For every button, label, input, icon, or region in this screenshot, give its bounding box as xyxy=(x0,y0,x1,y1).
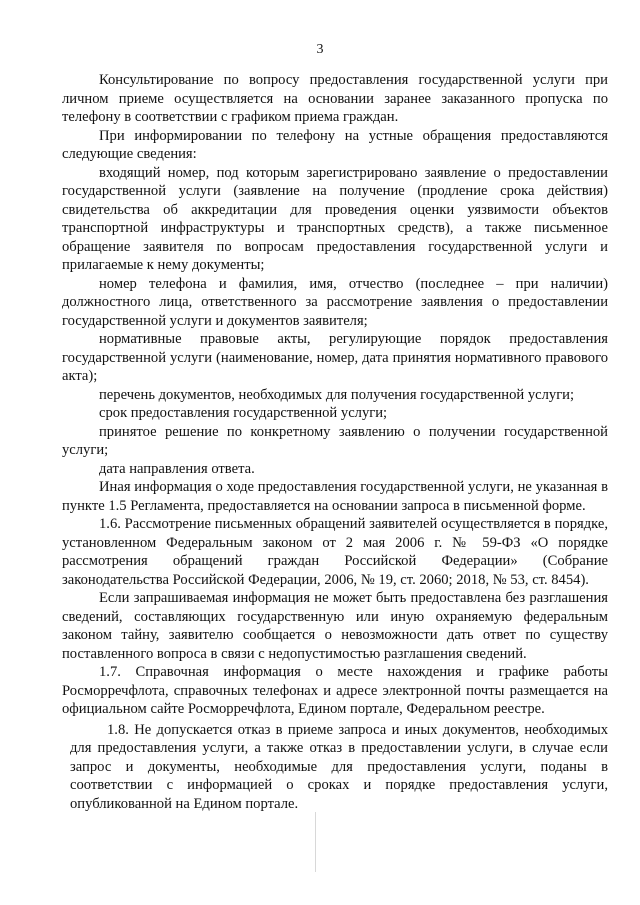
list-item-incoming-number: входящий номер, под которым зарегистрировано заявление о предоставлении государственной услуги (заявление на получение (продление срока действия) свидетельства об аккредитации для проведения оценки уязвимости объектов транспортной инфраструктуры и транспортных средств), а также письменное обращение заявителя по вопросам предоставления государственной услуги и прилагаемые к нему документы; xyxy=(62,164,608,273)
list-item-response-date: дата направления ответа. xyxy=(99,460,255,477)
paragraph-section-1-6: 1.6. Рассмотрение письменных обращений заявителей осуществляется в порядке, установленном Федеральным законом от 2 мая 2006 г. № 59-ФЗ «О порядке рассмотрения обращений граждан Российской Федерации» (Собрание законодательства Российской Федерации, 2006, № 19, ст. 2060; 2018, № 53, ст. 8454). xyxy=(62,516,608,588)
paragraph-section-1-7: 1.7. Справочная информация о месте нахождения и графике работы Росморречфлота, справочных телефонах и адресе электронной почты размещается на официальном сайте Росморречфлота, Едином портале, Федеральном реестре. xyxy=(62,664,608,717)
list-item-legal-acts: нормативные правовые акты, регулирующие порядок предоставления государственной услуги (наименование, номер, дата принятия нормативного правового акта); xyxy=(62,331,608,384)
paragraph-secret-info: Если запрашиваемая информация не может быть предоставлена без разглашения сведений, составляющих государственную или иную охраняемую федеральным законом тайну, заявителю сообщается о невозможности дать ответ по существу поставленного вопроса в связи с недопустимостью разглашения сведений. xyxy=(62,590,608,662)
paragraph-section-1-8: 1.8. Не допускается отказ в приеме запроса и иных документов, необходимых для предоставления услуги, а также отказ в предоставлении услуги, в случае если запрос и документы, необходимые для предоставления услуги, поданы в соответствии с информацией о сроках и порядке предоставления услуги, опубликованной на Едином портале. xyxy=(70,721,608,812)
document-body xyxy=(62,71,608,813)
list-item-service-term: срок предоставления государственной услуги; xyxy=(99,405,388,421)
paragraph-other-info: Иная информация о ходе предоставления государственной услуги, не указанная в пункте 1.5 Регламента, предоставляется на основании запроса в письменной форме. xyxy=(62,479,608,514)
list-item-document-list: перечень документов, необходимых для получения государственной услуги; xyxy=(99,386,575,403)
scan-artifact-line xyxy=(315,812,316,872)
list-item-official-contact: номер телефона и фамилия, имя, отчество (последнее – при наличии) должностного лица, ответственного за рассмотрение заявления о предоставлении государственной услуги и документов заявителя; xyxy=(62,275,608,329)
list-item-decision: принятое решение по конкретному заявлению о получении государственной услуги; xyxy=(62,423,608,458)
paragraph-phone-info-intro: При информировании по телефону на устные обращения предоставляются следующие сведения: xyxy=(62,127,608,162)
page-number: 3 xyxy=(316,42,324,57)
paragraph-consultation: Консультирование по вопросу предоставления государственной услуги при личном приеме осуществляется на основании заранее заказанного пропуска по телефону в соответствии с графиком приема граждан. xyxy=(62,72,608,125)
